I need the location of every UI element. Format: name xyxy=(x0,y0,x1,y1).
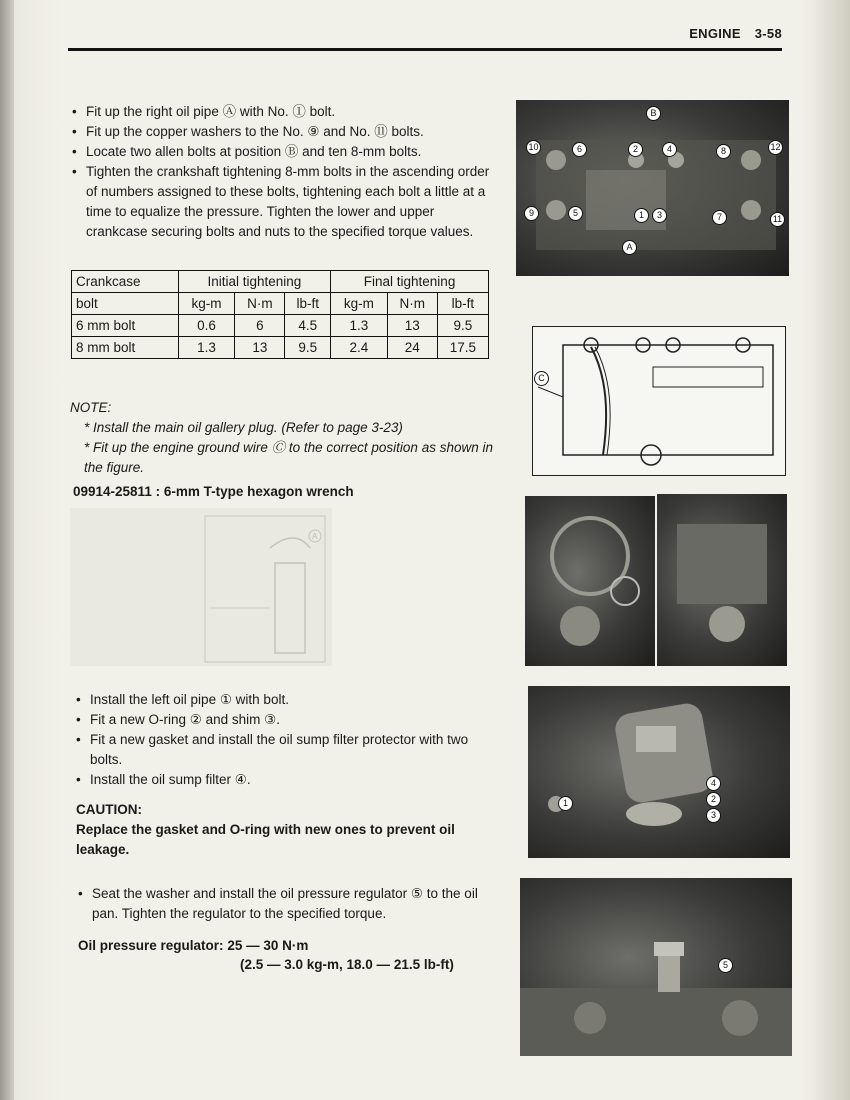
header-rule xyxy=(68,48,782,51)
step-item: • Install the left oil pipe ① with bolt. xyxy=(74,690,504,710)
engine-photo-right-drawing xyxy=(657,494,787,666)
third-steps xyxy=(76,884,506,924)
table-cell: 2.4 xyxy=(331,337,388,359)
step-item: • Fit up the copper washers to the No. ⑨ and No. ⑪ bolts. xyxy=(70,122,490,142)
table-cell: 17.5 xyxy=(437,337,488,359)
row-label: 6 mm bolt xyxy=(72,315,179,337)
ground-wire-diagram xyxy=(532,326,786,476)
table-cell: 13 xyxy=(235,337,285,359)
section-title: ENGINE xyxy=(689,26,741,41)
row-label: 8 mm bolt xyxy=(72,337,179,359)
page-edge-shadow xyxy=(810,0,850,1100)
note-title: NOTE: xyxy=(70,400,112,415)
callout-10: 10 xyxy=(526,140,541,155)
unit-header: kg-m xyxy=(178,293,235,315)
caution-text: Replace the gasket and O-ring with new ones to prevent oil leakage. xyxy=(76,822,455,857)
page-spine-shadow xyxy=(0,0,14,1100)
callout-5: 5 xyxy=(568,206,583,221)
table-cell: 4.5 xyxy=(285,315,331,337)
table-cell: 1.3 xyxy=(178,337,235,359)
table-row xyxy=(72,315,489,337)
spec-alt: (2.5 — 3.0 kg-m, 18.0 — 21.5 lb-ft) xyxy=(240,957,454,972)
table-cell: 13 xyxy=(387,315,437,337)
oil-sump-photo xyxy=(528,686,790,858)
unit-header: lb-ft xyxy=(437,293,488,315)
oil-sump-photo-drawing xyxy=(528,686,790,858)
callout-5: 5 xyxy=(718,958,733,973)
page-number: 3-58 xyxy=(754,26,782,41)
spec-value: 25 — 30 N·m xyxy=(227,938,309,953)
spec-label: Oil pressure regulator: xyxy=(78,938,224,953)
note-block xyxy=(70,398,510,478)
step-item: • Seat the washer and install the oil pressure regulator ⑤ to the oil pan. Tighten the regulator to the specified torque. xyxy=(76,884,506,924)
callout-2: 2 xyxy=(628,142,643,157)
callout-b: B xyxy=(646,106,661,121)
oil-regulator-photo xyxy=(520,878,792,1056)
step-item: • Locate two allen bolts at position Ⓑ and ten 8-mm bolts. xyxy=(70,142,490,162)
step-item: • Fit a new O-ring ② and shim ③. xyxy=(74,710,504,730)
table-row xyxy=(72,337,489,359)
callout-2: 2 xyxy=(706,792,721,807)
table-cell: 0.6 xyxy=(178,315,235,337)
callout-7: 7 xyxy=(712,210,727,225)
torque-spec xyxy=(78,936,454,974)
table-cell: 9.5 xyxy=(437,315,488,337)
callout-8: 8 xyxy=(716,144,731,159)
table-cell: 1.3 xyxy=(331,315,388,337)
tool-sketch-drawing xyxy=(70,508,332,666)
group-header: Initial tightening xyxy=(178,271,330,293)
table-row-header: bolt xyxy=(72,293,179,315)
callout-3: 3 xyxy=(706,808,721,823)
callout-9: 9 xyxy=(524,206,539,221)
callout-c: C xyxy=(534,371,549,386)
unit-header: kg-m xyxy=(331,293,388,315)
sketch-callout-a: A xyxy=(312,532,318,541)
caution-title: CAUTION: xyxy=(76,802,142,817)
callout-6: 6 xyxy=(572,142,587,157)
tool-sketch-figure xyxy=(70,508,332,666)
group-header: Final tightening xyxy=(331,271,489,293)
callout-1: 1 xyxy=(558,796,573,811)
crankcase-bolt-photo xyxy=(516,100,789,276)
engine-photo-left-drawing xyxy=(525,496,655,666)
caution-block xyxy=(76,800,506,860)
callout-11: 11 xyxy=(770,212,785,227)
step-item: • Fit up the right oil pipe Ⓐ with No. ① bolt. xyxy=(70,102,490,122)
note-item: * Install the main oil gallery plug. (Refer to page 3-23) xyxy=(84,420,403,435)
page-header xyxy=(689,26,782,41)
callout-3: 3 xyxy=(652,208,667,223)
step-item: • Install the oil sump filter ④. xyxy=(74,770,504,790)
step-item: • Tighten the crankshaft tightening 8-mm bolts in the ascending order of numbers assigned to these bolts, tightening each bolt a little at a time to equalize the pressure. Tighten the lower and upper crankcase securing bolts and nuts to the specified torque values. xyxy=(70,162,490,242)
unit-header: lb-ft xyxy=(285,293,331,315)
table-cell: 6 xyxy=(235,315,285,337)
engine-photo-left xyxy=(525,496,655,666)
second-steps xyxy=(74,690,504,790)
callout-4: 4 xyxy=(662,142,677,157)
engine-photo-right xyxy=(657,494,787,666)
unit-header: N·m xyxy=(235,293,285,315)
unit-header: N·m xyxy=(387,293,437,315)
step-item: • Fit a new gasket and install the oil sump filter protector with two bolts. xyxy=(74,730,504,770)
callout-12: 12 xyxy=(768,140,783,155)
callout-4: 4 xyxy=(706,776,721,791)
intro-steps xyxy=(70,102,490,242)
crankcase-photo-drawing xyxy=(516,100,789,276)
torque-table xyxy=(71,270,489,359)
ground-wire-drawing xyxy=(533,327,785,475)
table-row-header: Crankcase xyxy=(72,271,179,293)
note-item: * Fit up the engine ground wire Ⓒ to the correct position as shown in the figure. xyxy=(84,440,493,475)
callout-1: 1 xyxy=(634,208,649,223)
callout-a: A xyxy=(622,240,637,255)
table-cell: 9.5 xyxy=(285,337,331,359)
table-cell: 24 xyxy=(387,337,437,359)
special-tool-label: 09914-25811 : 6-mm T-type hexagon wrench xyxy=(73,484,354,499)
oil-regulator-photo-drawing xyxy=(520,878,792,1056)
